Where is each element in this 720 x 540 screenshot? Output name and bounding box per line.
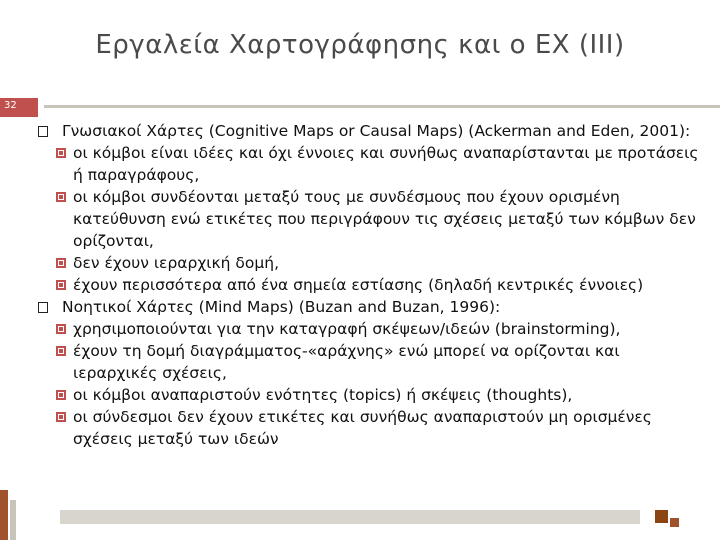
corner-decoration [655,510,668,523]
sub-bullet-item [36,384,706,406]
sub-bullet-item [36,406,706,450]
square-bullet-icon [56,324,66,334]
sub-bullet-text: οι σύνδεσμοι δεν έχουν ετικέτες και συνήθως αναπαριστούν μη ορισμένες σχέσεις μεταξύ των ιδεών [73,408,652,448]
sub-bullet-item [36,142,706,186]
sub-bullet-text: έχουν τη δομή διαγράμματος-«αράχνης» ενώ μπορεί να ορίζονται και ιεραρχικές σχέσεις, [73,342,620,382]
hollow-square-bullet-icon [38,126,48,137]
bullet-text: Γνωσιακοί Χάρτες (Cognitive Maps or Causal Maps) (Ackerman and Eden, 2001): [62,122,691,140]
sub-bullet-text: οι κόμβοι συνδέονται μεταξύ τους με συνδέσμους που έχουν ορισμένη κατεύθυνση ενώ ετικέτες που περιγράφουν τις σχέσεις μεταξύ των κόμβων δεν ορίζονται, [73,188,696,250]
sub-bullet-text: χρησιμοποιούνται για την καταγραφή σκέψεων/ιδεών (brainstorming), [73,320,621,338]
sub-bullet-list [36,318,706,450]
sub-bullet-text: δεν έχουν ιεραρχική δομή, [73,254,279,272]
square-bullet-icon [56,192,66,202]
sub-bullet-item [36,252,706,274]
header-divider [44,105,720,108]
bullet-text: Νοητικοί Χάρτες (Mind Maps) (Buzan and Buzan, 1996): [62,298,501,316]
square-bullet-icon [56,148,66,158]
sub-bullet-item [36,340,706,384]
slide-title: Εργαλεία Χαρτογράφησης και ο ΕΧ (ΙΙΙ) [95,30,625,60]
square-bullet-icon [56,412,66,422]
square-bullet-icon [56,346,66,356]
square-bullet-icon [56,390,66,400]
bullet-item [36,296,706,318]
slide-number: 32 [4,100,17,111]
corner-decoration [670,518,679,527]
sub-bullet-item [36,318,706,340]
sub-bullet-text: έχουν περισσότερα από ένα σημεία εστίασης (δηλαδή κεντρικές έννοιες) [73,276,644,294]
sub-bullet-item [36,186,706,252]
slide-content [36,120,706,450]
sub-bullet-text: οι κόμβοι είναι ιδέες και όχι έννοιες και συνήθως αναπαρίστανται με προτάσεις ή παραγράφους, [73,144,699,184]
sub-bullet-list [36,142,706,296]
square-bullet-icon [56,280,66,290]
sub-bullet-text: οι κόμβοι αναπαριστούν ενότητες (topics) ή σκέψεις (thoughts), [73,386,573,404]
square-bullet-icon [56,258,66,268]
hollow-square-bullet-icon [38,302,48,313]
footer-bar [60,510,640,524]
sub-bullet-item [36,274,706,296]
side-decoration [0,490,8,540]
bullet-item [36,120,706,142]
side-decoration [10,500,16,540]
